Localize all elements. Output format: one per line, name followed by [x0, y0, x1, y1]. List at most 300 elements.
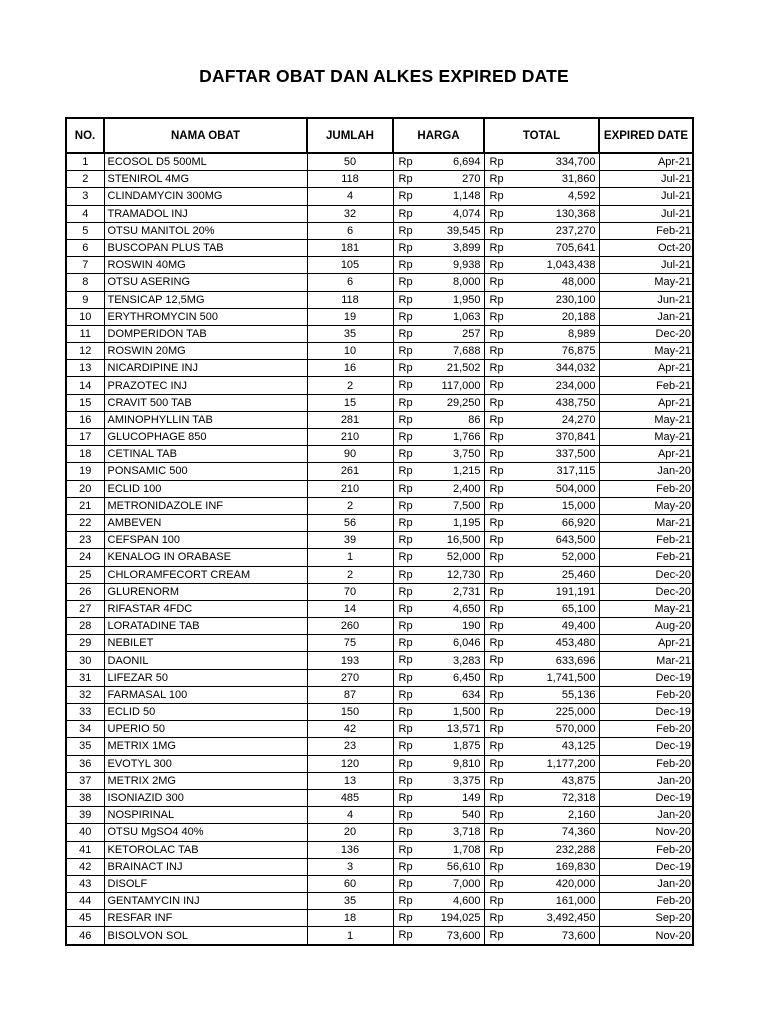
price-cell: [393, 686, 484, 703]
price-value: 634: [462, 688, 481, 701]
expired-date: Feb-20: [599, 893, 693, 910]
total-cell: [484, 171, 599, 188]
currency-label: Rp: [489, 190, 504, 203]
currency-label: Rp: [398, 809, 413, 822]
table-row: [66, 789, 693, 806]
price-cell: [393, 274, 484, 291]
expired-date: Apr-21: [599, 360, 693, 377]
table-row: [66, 583, 693, 600]
row-number: 13: [66, 360, 104, 377]
expired-date: Apr-21: [599, 394, 693, 411]
quantity: 39: [307, 532, 393, 549]
total-value: 48,000: [561, 276, 596, 289]
total-cell: [484, 239, 599, 256]
price-cell: [393, 411, 484, 428]
total-value: 705,641: [555, 242, 596, 255]
total-value: 3,492,450: [546, 912, 596, 925]
currency-label: Rp: [398, 895, 413, 908]
quantity: 210: [307, 480, 393, 497]
table-row: [66, 875, 693, 892]
price-value: 9,810: [452, 757, 481, 770]
currency-label: Rp: [489, 259, 504, 272]
total-value: 570,000: [555, 723, 596, 736]
currency-label: Rp: [398, 568, 413, 581]
price-value: 540: [462, 809, 481, 822]
currency-label: Rp: [489, 448, 504, 461]
total-cell: [484, 205, 599, 222]
total-value: 15,000: [561, 499, 596, 512]
price-value: 6,046: [452, 637, 481, 650]
drug-name: ERYTHROMYCIN 500: [104, 308, 307, 325]
quantity: 35: [307, 325, 393, 342]
table-row: [66, 188, 693, 205]
row-number: 12: [66, 343, 104, 360]
price-value: 4,650: [452, 602, 481, 615]
total-value: 438,750: [555, 396, 596, 409]
price-value: 1,875: [452, 740, 481, 753]
currency-label: Rp: [398, 362, 413, 375]
total-cell: [484, 274, 599, 291]
price-value: 9,938: [452, 259, 481, 272]
currency-label: Rp: [398, 190, 413, 203]
drug-name: NOSPIRINAL: [104, 807, 307, 824]
quantity: 16: [307, 360, 393, 377]
total-value: 43,125: [561, 740, 596, 753]
table-header-row: [66, 118, 693, 153]
price-cell: [393, 308, 484, 325]
row-number: 6: [66, 239, 104, 256]
price-value: 3,283: [452, 654, 481, 667]
row-number: 21: [66, 497, 104, 514]
row-number: 39: [66, 807, 104, 824]
total-value: 4,592: [567, 190, 596, 203]
currency-label: Rp: [489, 568, 504, 581]
table-row: [66, 411, 693, 428]
expired-date: Feb-20: [599, 755, 693, 772]
price-cell: [393, 807, 484, 824]
total-value: 1,043,438: [546, 259, 596, 272]
table-row: [66, 669, 693, 686]
total-value: 43,875: [561, 774, 596, 787]
row-number: 1: [66, 153, 104, 171]
expired-date: Feb-21: [599, 532, 693, 549]
price-cell: [393, 721, 484, 738]
price-value: 1,063: [452, 310, 481, 323]
currency-label: Rp: [489, 224, 504, 237]
price-cell: [393, 480, 484, 497]
row-number: 23: [66, 532, 104, 549]
table-row: [66, 635, 693, 652]
price-value: 3,750: [452, 448, 481, 461]
total-cell: [484, 789, 599, 806]
price-value: 257: [462, 327, 481, 340]
currency-label: Rp: [398, 843, 413, 856]
table-row: [66, 549, 693, 566]
total-value: 225,000: [555, 706, 596, 719]
quantity: 23: [307, 738, 393, 755]
price-value: 3,899: [452, 242, 481, 255]
price-cell: [393, 171, 484, 188]
drug-name: ROSWIN 40MG: [104, 257, 307, 274]
table-row: [66, 721, 693, 738]
price-cell: [393, 927, 484, 945]
expired-date: May-21: [599, 343, 693, 360]
expired-date: Mar-21: [599, 652, 693, 669]
drug-name: GLUCOPHAGE 850: [104, 429, 307, 446]
expired-date: Feb-21: [599, 549, 693, 566]
drug-name: BUSCOPAN PLUS TAB: [104, 239, 307, 256]
currency-label: Rp: [489, 877, 504, 890]
currency-label: Rp: [398, 740, 413, 753]
price-value: 86: [468, 413, 481, 426]
quantity: 1: [307, 927, 393, 945]
row-number: 19: [66, 463, 104, 480]
table-row: [66, 291, 693, 308]
total-cell: [484, 377, 599, 394]
quantity: 70: [307, 583, 393, 600]
quantity: 120: [307, 755, 393, 772]
quantity: 485: [307, 789, 393, 806]
price-value: 1,148: [452, 190, 481, 203]
currency-label: Rp: [398, 482, 413, 495]
price-value: 1,708: [452, 843, 481, 856]
price-value: 13,571: [446, 723, 481, 736]
price-value: 39,545: [446, 224, 481, 237]
expired-date: Dec-19: [599, 858, 693, 875]
row-number: 24: [66, 549, 104, 566]
quantity: 14: [307, 600, 393, 617]
table-row: [66, 325, 693, 342]
total-value: 76,875: [561, 345, 596, 358]
price-value: 21,502: [446, 362, 481, 375]
drug-name: ISONIAZID 300: [104, 789, 307, 806]
quantity: 50: [307, 153, 393, 171]
table-row: [66, 566, 693, 583]
drug-name: STENIROL 4MG: [104, 171, 307, 188]
total-cell: [484, 824, 599, 841]
currency-label: Rp: [398, 534, 413, 547]
total-value: 20,188: [561, 310, 596, 323]
currency-label: Rp: [398, 396, 413, 409]
quantity: 193: [307, 652, 393, 669]
drug-name: DISOLF: [104, 875, 307, 892]
table-row: [66, 532, 693, 549]
expired-date: Dec-19: [599, 669, 693, 686]
quantity: 260: [307, 618, 393, 635]
quantity: 2: [307, 377, 393, 394]
price-value: 7,000: [452, 877, 481, 890]
expired-date: May-21: [599, 274, 693, 291]
drug-name: OTSU MgSO4 40%: [104, 824, 307, 841]
total-cell: [484, 600, 599, 617]
row-number: 20: [66, 480, 104, 497]
currency-label: Rp: [489, 912, 504, 925]
quantity: 2: [307, 566, 393, 583]
table-row: [66, 686, 693, 703]
price-value: 194,025: [440, 912, 481, 925]
price-cell: [393, 583, 484, 600]
currency-label: Rp: [489, 276, 504, 289]
total-value: 317,115: [556, 465, 596, 478]
expired-date: Dec-20: [599, 583, 693, 600]
total-cell: [484, 686, 599, 703]
price-cell: [393, 257, 484, 274]
expired-date: Dec-19: [599, 789, 693, 806]
total-cell: [484, 566, 599, 583]
row-number: 25: [66, 566, 104, 583]
price-cell: [393, 789, 484, 806]
total-cell: [484, 875, 599, 892]
expired-date: Jan-20: [599, 875, 693, 892]
quantity: 1: [307, 549, 393, 566]
price-cell: [393, 377, 484, 394]
drug-name: KETOROLAC TAB: [104, 841, 307, 858]
expired-date: Feb-20: [599, 480, 693, 497]
price-value: 3,375: [452, 774, 481, 787]
price-value: 7,500: [452, 499, 481, 512]
price-cell: [393, 222, 484, 239]
currency-label: Rp: [398, 293, 413, 306]
table-row: [66, 738, 693, 755]
row-number: 18: [66, 446, 104, 463]
currency-label: Rp: [398, 706, 413, 718]
table-row: [66, 343, 693, 360]
price-cell: [393, 360, 484, 377]
total-value: 31,860: [561, 173, 596, 186]
column-header-expired: EXPIRED DATE: [599, 118, 693, 153]
row-number: 4: [66, 205, 104, 222]
drug-name: BISOLVON SOL: [104, 927, 307, 945]
quantity: 87: [307, 686, 393, 703]
row-number: 8: [66, 274, 104, 291]
total-value: 643,500: [555, 534, 596, 547]
drug-name: OTSU MANITOL 20%: [104, 222, 307, 239]
expired-date: Jan-21: [599, 308, 693, 325]
total-cell: [484, 927, 599, 945]
expired-date: Oct-20: [599, 239, 693, 256]
total-value: 8,989: [567, 327, 596, 340]
total-value: 337,500: [555, 448, 596, 461]
table-row: [66, 274, 693, 291]
table-row: [66, 239, 693, 256]
price-value: 2,731: [452, 585, 481, 598]
total-value: 232,288: [555, 843, 596, 856]
price-value: 56,610: [446, 860, 481, 873]
quantity: 90: [307, 446, 393, 463]
price-cell: [393, 188, 484, 205]
row-number: 42: [66, 858, 104, 875]
currency-label: Rp: [398, 637, 413, 650]
currency-label: Rp: [398, 791, 413, 804]
table-row: [66, 704, 693, 721]
total-value: 504,000: [555, 482, 596, 495]
currency-label: Rp: [489, 431, 504, 443]
total-value: 49,400: [561, 620, 596, 633]
expired-date: Jun-21: [599, 291, 693, 308]
currency-label: Rp: [398, 929, 413, 942]
price-value: 1,215: [452, 465, 481, 478]
currency-label: Rp: [489, 207, 504, 220]
quantity: 181: [307, 239, 393, 256]
currency-label: Rp: [398, 688, 413, 701]
price-cell: [393, 755, 484, 772]
total-cell: [484, 411, 599, 428]
total-cell: [484, 549, 599, 566]
price-cell: [393, 841, 484, 858]
quantity: 56: [307, 514, 393, 531]
price-cell: [393, 669, 484, 686]
currency-label: Rp: [489, 551, 504, 564]
table-row: [66, 824, 693, 841]
currency-label: Rp: [489, 499, 504, 512]
currency-label: Rp: [489, 413, 504, 426]
drug-name: METRIX 2MG: [104, 772, 307, 789]
total-cell: [484, 463, 599, 480]
price-cell: [393, 514, 484, 531]
table-row: [66, 514, 693, 531]
total-value: 370,841: [555, 431, 596, 444]
expired-date: Feb-21: [599, 377, 693, 394]
row-number: 40: [66, 824, 104, 841]
table-row: [66, 497, 693, 514]
row-number: 10: [66, 308, 104, 325]
drug-name: PONSAMIC 500: [104, 463, 307, 480]
quantity: 150: [307, 704, 393, 721]
currency-label: Rp: [398, 448, 413, 461]
price-cell: [393, 532, 484, 549]
table-row: [66, 377, 693, 394]
total-cell: [484, 480, 599, 497]
row-number: 2: [66, 171, 104, 188]
currency-label: Rp: [489, 671, 504, 684]
quantity: 261: [307, 463, 393, 480]
currency-label: Rp: [489, 482, 504, 495]
quantity: 15: [307, 394, 393, 411]
total-value: 237,270: [555, 224, 596, 237]
price-cell: [393, 446, 484, 463]
drug-name: METRIX 1MG: [104, 738, 307, 755]
total-cell: [484, 772, 599, 789]
currency-label: Rp: [398, 774, 413, 787]
total-cell: [484, 429, 599, 446]
price-value: 149: [462, 792, 481, 805]
price-cell: [393, 205, 484, 222]
column-header-name: NAMA OBAT: [104, 118, 307, 153]
currency-label: Rp: [489, 791, 504, 804]
quantity: 18: [307, 910, 393, 927]
expired-date: May-21: [599, 429, 693, 446]
total-value: 2,160: [567, 809, 596, 822]
row-number: 45: [66, 910, 104, 927]
quantity: 6: [307, 274, 393, 291]
currency-label: Rp: [489, 654, 504, 667]
currency-label: Rp: [489, 516, 504, 529]
price-cell: [393, 858, 484, 875]
expired-date: May-21: [599, 411, 693, 428]
price-value: 8,000: [452, 276, 481, 289]
drug-name: GLURENORM: [104, 583, 307, 600]
total-cell: [484, 514, 599, 531]
expired-date: Jul-21: [599, 205, 693, 222]
currency-label: Rp: [398, 602, 413, 615]
price-value: 117,000: [441, 379, 481, 392]
price-cell: [393, 704, 484, 721]
total-cell: [484, 446, 599, 463]
currency-label: Rp: [398, 310, 413, 323]
table-row: [66, 360, 693, 377]
table-row: [66, 858, 693, 875]
total-cell: [484, 807, 599, 824]
total-value: 344,032: [555, 362, 596, 375]
column-header-qty: JUMLAH: [307, 118, 393, 153]
price-value: 16,500: [446, 534, 481, 547]
row-number: 14: [66, 377, 104, 394]
price-cell: [393, 824, 484, 841]
expired-date: Jan-20: [599, 807, 693, 824]
expired-date: May-20: [599, 497, 693, 514]
currency-label: Rp: [398, 207, 413, 220]
quantity: 32: [307, 205, 393, 222]
drug-name: GENTAMYCIN INJ: [104, 893, 307, 910]
expired-date: May-21: [599, 600, 693, 617]
drug-name: ECLID 100: [104, 480, 307, 497]
currency-label: Rp: [489, 860, 504, 873]
drug-name: OTSU ASERING: [104, 274, 307, 291]
currency-label: Rp: [398, 826, 413, 839]
expired-date: Feb-20: [599, 721, 693, 738]
expired-date: Apr-21: [599, 446, 693, 463]
drug-name: RIFASTAR 4FDC: [104, 600, 307, 617]
price-cell: [393, 738, 484, 755]
price-cell: [393, 600, 484, 617]
price-value: 1,195: [452, 517, 481, 530]
currency-label: Rp: [489, 362, 504, 375]
price-value: 1,500: [452, 706, 481, 719]
price-cell: [393, 652, 484, 669]
drug-name: METRONIDAZOLE INF: [104, 497, 307, 514]
price-value: 6,450: [452, 671, 481, 684]
quantity: 270: [307, 669, 393, 686]
total-cell: [484, 325, 599, 342]
quantity: 4: [307, 188, 393, 205]
currency-label: Rp: [398, 224, 413, 237]
row-number: 29: [66, 635, 104, 652]
row-number: 35: [66, 738, 104, 755]
price-value: 2,400: [452, 482, 481, 495]
price-value: 4,600: [452, 895, 481, 908]
price-cell: [393, 325, 484, 342]
price-cell: [393, 893, 484, 910]
expired-drugs-table: [65, 117, 694, 946]
price-cell: [393, 875, 484, 892]
row-number: 7: [66, 257, 104, 274]
total-value: 130,368: [555, 207, 596, 220]
quantity: 281: [307, 411, 393, 428]
price-value: 4,074: [452, 207, 481, 220]
total-value: 52,000: [561, 551, 596, 564]
row-number: 31: [66, 669, 104, 686]
row-number: 46: [66, 927, 104, 945]
total-value: 633,696: [555, 654, 596, 667]
currency-label: Rp: [398, 620, 413, 633]
currency-label: Rp: [489, 310, 504, 323]
price-cell: [393, 429, 484, 446]
price-cell: [393, 566, 484, 583]
currency-label: Rp: [398, 413, 413, 426]
table-row: [66, 927, 693, 945]
quantity: 3: [307, 858, 393, 875]
total-cell: [484, 343, 599, 360]
